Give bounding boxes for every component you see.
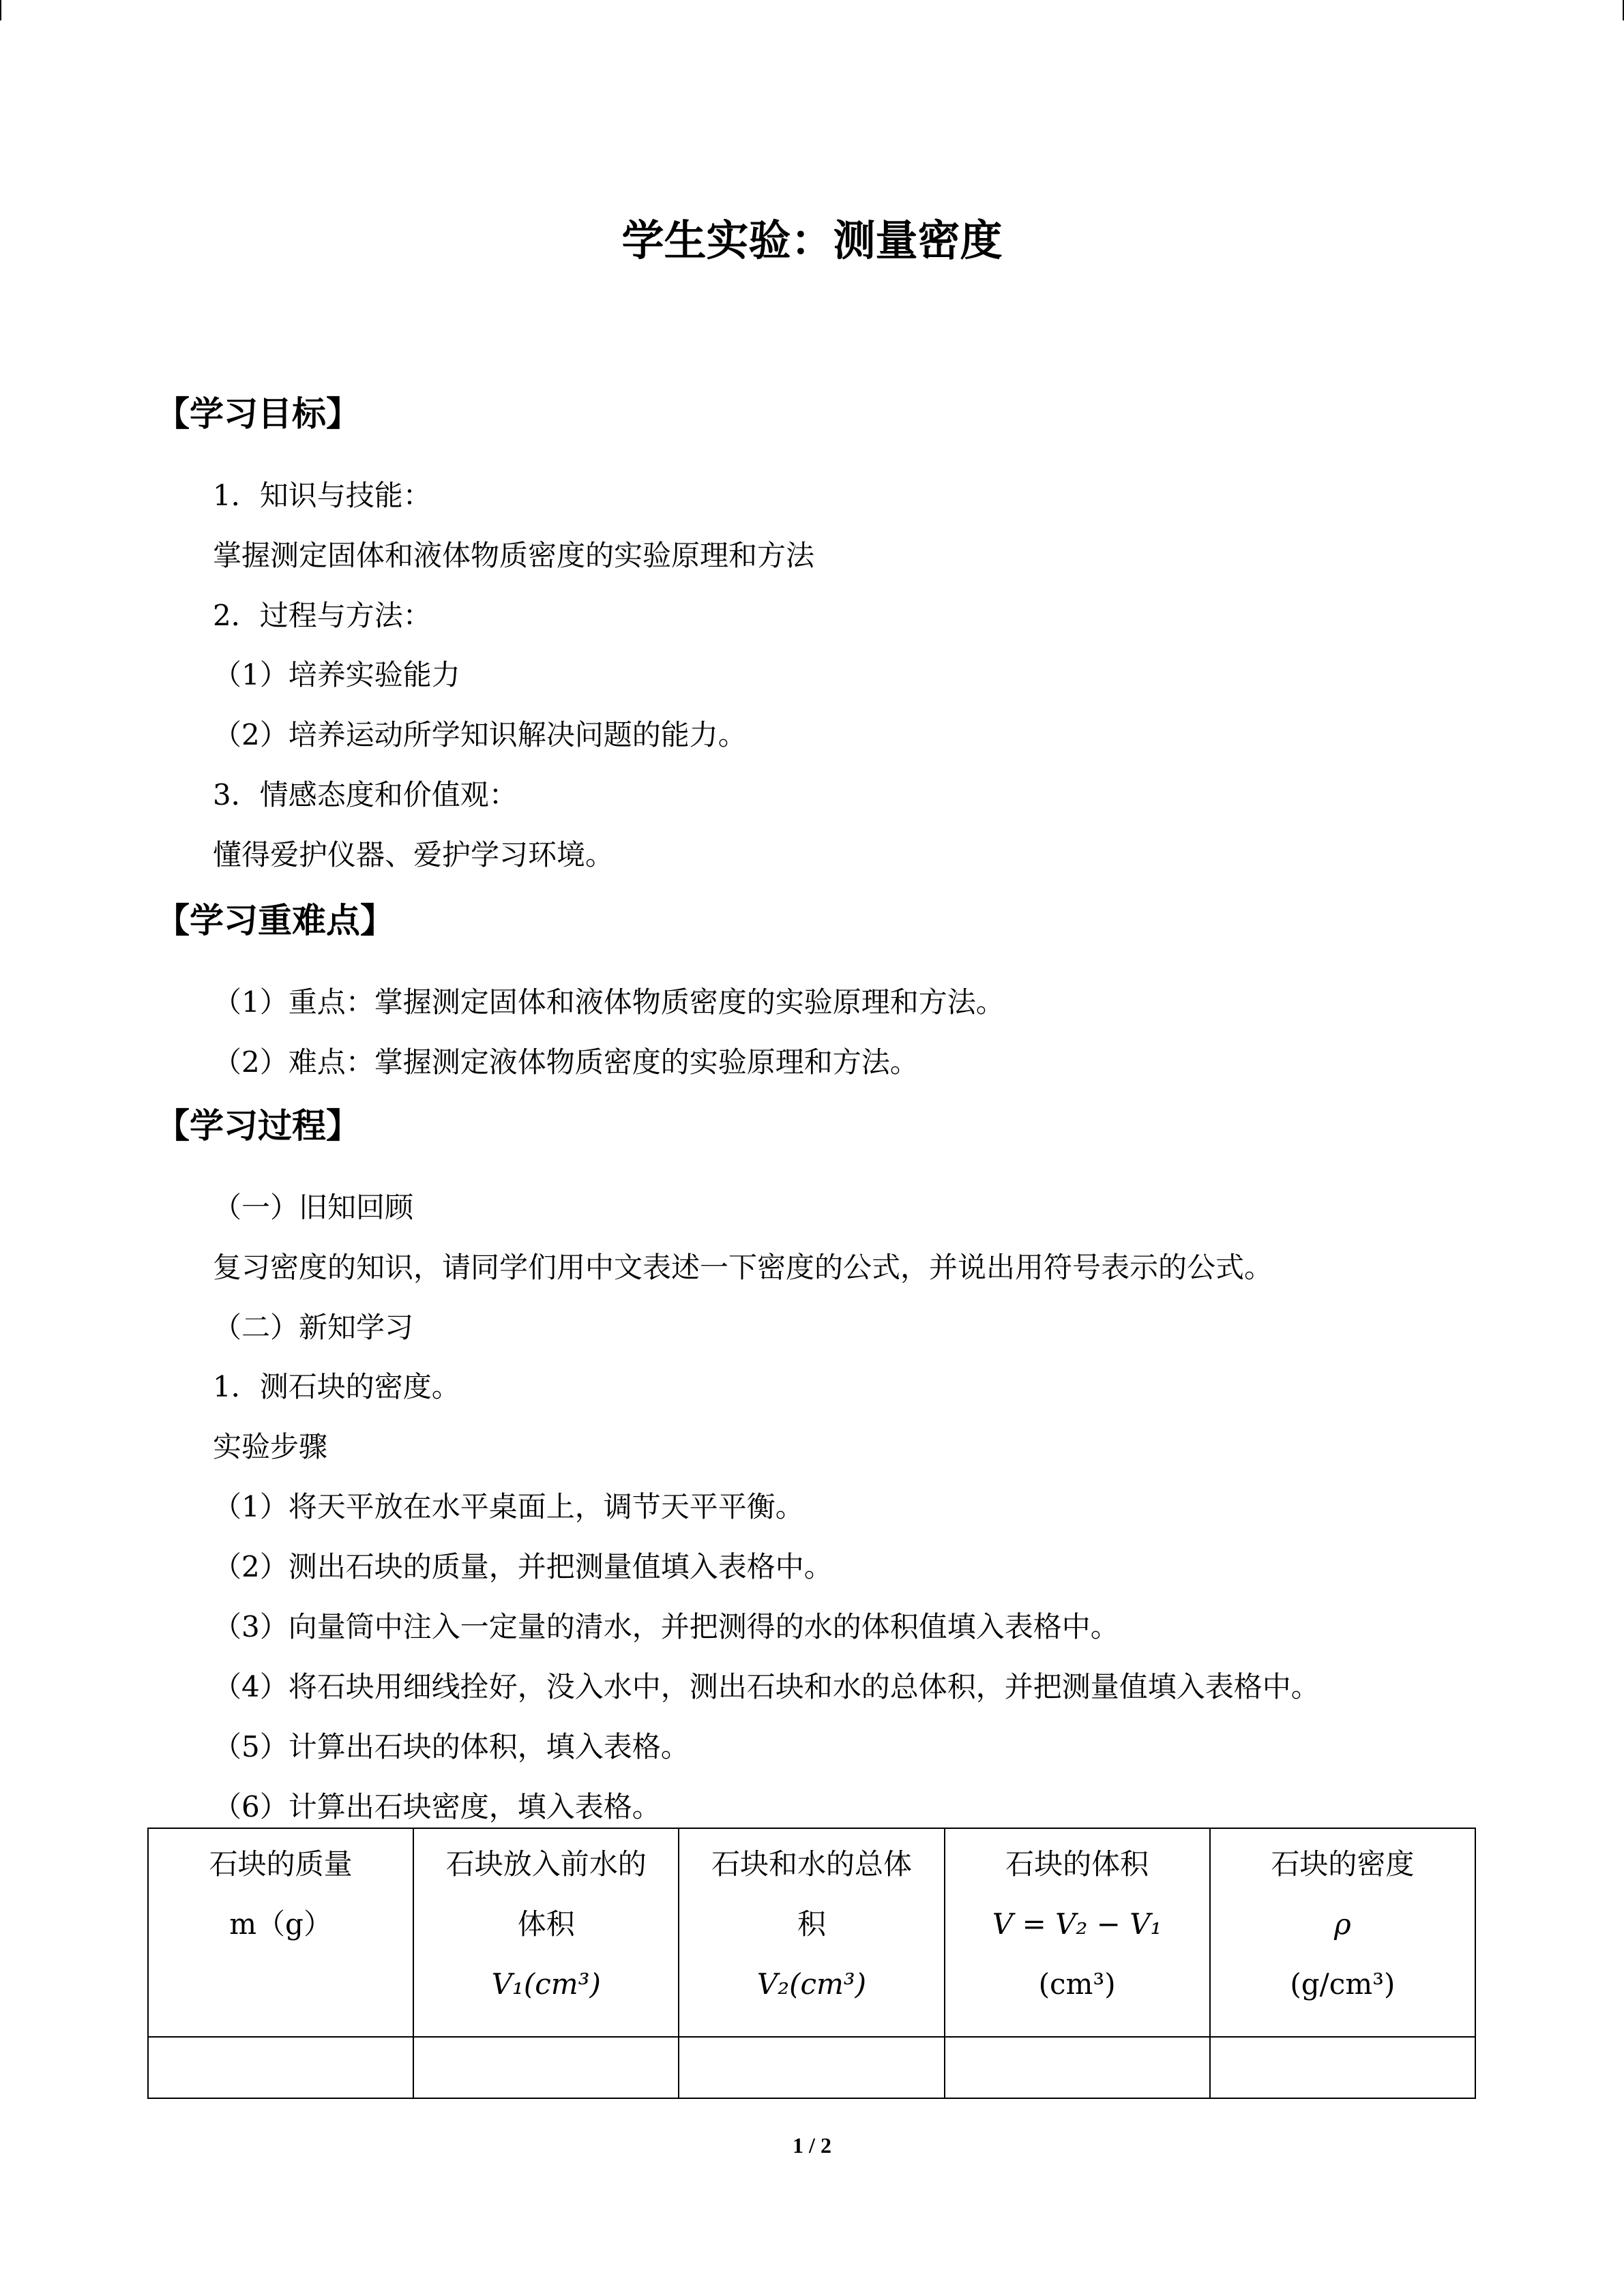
section-heading-goals: 【学习目标】 xyxy=(156,393,360,434)
goals-line-6: 3．情感态度和价值观： xyxy=(213,778,518,811)
goals-line-3: 2．过程与方法： xyxy=(213,599,432,632)
process-line-3: （二）新知学习 xyxy=(213,1311,414,1344)
header-unit: m（g） xyxy=(229,1907,332,1941)
measurement-table xyxy=(147,1828,1476,2099)
header-cell-stone-volume xyxy=(945,1828,1210,2037)
goals-line-1: 1．知识与技能： xyxy=(213,479,432,512)
process-line-2: 复习密度的知识，请同学们用中文表述一下密度的公式，并说出用符号表示的公式。 xyxy=(213,1251,1273,1284)
document-title: 学生实验：测量密度 xyxy=(621,215,1003,265)
process-line-11: （6）计算出石块密度，填入表格。 xyxy=(213,1790,661,1823)
header-label: 石块的质量 xyxy=(209,1847,353,1881)
goals-line-7: 懂得爱护仪器、爱护学习环境。 xyxy=(213,838,615,871)
goals-line-5: （2）培养运动所学知识解决问题的能力。 xyxy=(213,718,747,751)
header-unit: (cm³) xyxy=(1038,1967,1116,2001)
process-line-5: 实验步骤 xyxy=(213,1430,328,1463)
corner-mark-left xyxy=(0,0,22,20)
header-label: 石块的密度 xyxy=(1271,1847,1415,1881)
goals-line-4: （1）培养实验能力 xyxy=(213,658,460,691)
header-label-cont: 积 xyxy=(797,1907,826,1941)
key-points-line-1: （1）重点：掌握测定固体和液体物质密度的实验原理和方法。 xyxy=(213,985,1005,1019)
process-line-4: 1．测石块的密度。 xyxy=(213,1370,460,1403)
header-formula: V = V₂ − V₁ xyxy=(992,1907,1162,1941)
header-cell-density xyxy=(1210,1828,1475,2037)
header-label-cont: 体积 xyxy=(517,1907,575,1941)
header-unit: (g/cm³) xyxy=(1290,1967,1396,2001)
table-cell[interactable] xyxy=(413,2037,679,2098)
table-row xyxy=(148,2037,1475,2098)
section-heading-process: 【学习过程】 xyxy=(156,1105,360,1146)
header-formula: V₁(cm³) xyxy=(491,1967,601,2001)
table-cell[interactable] xyxy=(1210,2037,1475,2098)
process-line-9: （4）将石块用细线拴好，没入水中，测出石块和水的总体积，并把测量值填入表格中。 xyxy=(213,1670,1320,1703)
process-line-8: （3）向量筒中注入一定量的清水，并把测得的水的体积值填入表格中。 xyxy=(213,1610,1119,1643)
table-cell[interactable] xyxy=(945,2037,1210,2098)
process-line-10: （5）计算出石块的体积，填入表格。 xyxy=(213,1730,690,1763)
header-symbol: ρ xyxy=(1334,1907,1351,1941)
page-number: 1 / 2 xyxy=(793,2133,831,2158)
header-label: 石块放入前水的 xyxy=(445,1847,647,1881)
header-label: 石块和水的总体 xyxy=(711,1847,912,1881)
header-formula: V₂(cm³) xyxy=(756,1967,867,2001)
table-cell[interactable] xyxy=(148,2037,413,2098)
process-line-6: （1）将天平放在水平桌面上，调节天平平衡。 xyxy=(213,1490,804,1523)
table-cell[interactable] xyxy=(679,2037,944,2098)
header-cell-mass xyxy=(148,1828,413,2037)
process-line-7: （2）测出石块的质量，并把测量值填入表格中。 xyxy=(213,1550,833,1583)
goals-line-2: 掌握测定固体和液体物质密度的实验原理和方法 xyxy=(213,539,815,572)
header-cell-initial-volume xyxy=(413,1828,679,2037)
process-line-1: （一）旧知回顾 xyxy=(213,1191,414,1224)
key-points-line-2: （2）难点：掌握测定液体物质密度的实验原理和方法。 xyxy=(213,1045,919,1079)
header-label: 石块的体积 xyxy=(1005,1847,1149,1881)
header-cell-total-volume xyxy=(679,1828,944,2037)
section-heading-key-points: 【学习重难点】 xyxy=(156,900,394,940)
corner-mark-right xyxy=(1602,0,1624,20)
table-header-row xyxy=(148,1828,1475,2037)
